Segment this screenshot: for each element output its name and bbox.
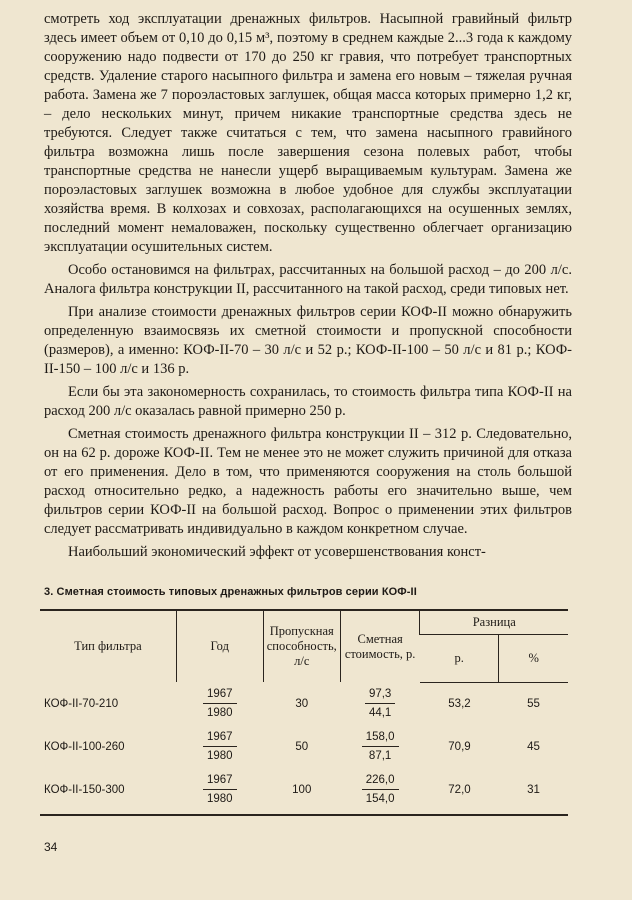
cell-capacity: 50	[295, 740, 309, 753]
header-difference: Разница	[420, 610, 568, 634]
cell-type: КОФ-II-150-300	[40, 768, 176, 815]
cell-type: КОФ-II-100-260	[44, 740, 125, 753]
header-diff-pct: %	[499, 634, 568, 682]
cell-year	[176, 682, 263, 725]
cell-year	[176, 768, 263, 815]
header-capacity: Пропускная способность, л/с	[263, 610, 340, 682]
table-row	[40, 725, 568, 768]
year-bottom: 1980	[206, 750, 233, 762]
paragraph-6: Наибольший экономический эффект от усовершенствования конст-	[68, 544, 486, 560]
cost-bottom: 44,1	[368, 707, 392, 719]
cell-capacity: 30	[295, 697, 309, 710]
cell-diff-rub: 53,2	[448, 697, 471, 710]
year-top: 1967	[203, 685, 237, 704]
cell-year	[176, 725, 263, 768]
cell-cost	[340, 725, 420, 768]
header-diff-rub: р.	[420, 634, 499, 682]
cost-top: 158,0	[362, 728, 399, 747]
cell-diff-rub: 70,9	[448, 740, 471, 753]
body-text	[44, 10, 572, 562]
cost-top: 97,3	[365, 685, 395, 704]
cell-diff-rub: 72,0	[420, 768, 499, 815]
table-row	[40, 682, 568, 725]
cell-diff-pct: 45	[527, 740, 540, 753]
cell-diff-pct: 31	[499, 768, 568, 815]
table-row	[40, 768, 568, 815]
header-cost: Сметная стоимость, р.	[340, 610, 420, 682]
cell-cost	[340, 682, 420, 725]
cell-type: КОФ-II-70-210	[44, 697, 119, 710]
year-top: 1967	[203, 771, 237, 790]
paragraph-1: смотреть ход эксплуатации дренажных фильтров. Насыпной гравийный фильтр здесь имеет объем от 0,10 до 0,15 м³, поэтому в среднем каждые 2...3 года к каждому сооружению надо подвести от 170 до 250 кг гравия, что потребует транспортных средств. Удаление старого насыпного фильтра и замена его новым – тяжелая ручная работа. Замена же 7 пороэластовых заглушек, общая масса которых примерно 1,2 кг, – дело нескольких минут, причем никакие транспортные средства здесь не требуются. Следует также считаться с тем, что замена насыпного гравийного фильтра возможна лишь после завершения сезона полевых работ, чтобы транспортные средства не нанесли ущерб выращиваемым культурам. Замена же пороэластовых заглушек возможна в любое удобное для службы эксплуатации хозяйства время. В колхозах и совхозах, располагающихся на осушенных землях, последний момент немаловажен, поскольку существенно облегчает организацию эксплуатации осушительных систем.	[44, 11, 572, 255]
header-type: Тип фильтра	[74, 639, 142, 653]
cell-cost	[340, 768, 420, 815]
header-year: Год	[176, 610, 263, 682]
cost-bottom: 154,0	[365, 793, 395, 805]
cost-table	[40, 609, 568, 816]
year-bottom: 1980	[206, 793, 233, 805]
cell-capacity: 100	[263, 768, 340, 815]
table-caption: 3. Сметная стоимость типовых дренажных фильтров серии КОФ-II	[44, 586, 417, 598]
year-bottom: 1980	[206, 707, 233, 719]
cost-top: 226,0	[362, 771, 399, 790]
paragraph-4: Если бы эта закономерность сохранилась, то стоимость фильтра типа КОФ-II на расход 200 л/с оказалась равной примерно 250 р.	[44, 384, 572, 419]
cost-bottom: 87,1	[368, 750, 392, 762]
paragraph-5: Сметная стоимость дренажного фильтра конструкции II – 312 р. Следовательно, он на 62 р. дороже КОФ-II. Тем не менее это не может служить причиной для отказа от его применения. Дело в том, что применяются сооружения на столь большой расход относительно редко, а надежность работы его значительно выше, чем фильтров серии КОФ-II на большой расход. Вопрос о применении этих фильтров следует рассматривать индивидуально в каждом конкретном случае.	[44, 426, 572, 537]
paragraph-3: При анализе стоимости дренажных фильтров серии КОФ-II можно обнаружить определенную взаимосвязь их сметной стоимости и пропускной способности (размеров), а именно: КОФ-II-70 – 30 л/с и 52 р.; КОФ-II-100 – 50 л/с и 81 р.; КОФ-II-150 – 100 л/с и 136 р.	[44, 304, 572, 377]
cell-diff-pct: 55	[527, 697, 540, 710]
page-number: 34	[44, 840, 58, 854]
year-top: 1967	[203, 728, 237, 747]
paragraph-2: Особо остановимся на фильтрах, рассчитанных на большой расход – до 200 л/с. Аналога фильтра конструкции II, рассчитанного на такой расход, среди типовых нет.	[44, 262, 572, 297]
